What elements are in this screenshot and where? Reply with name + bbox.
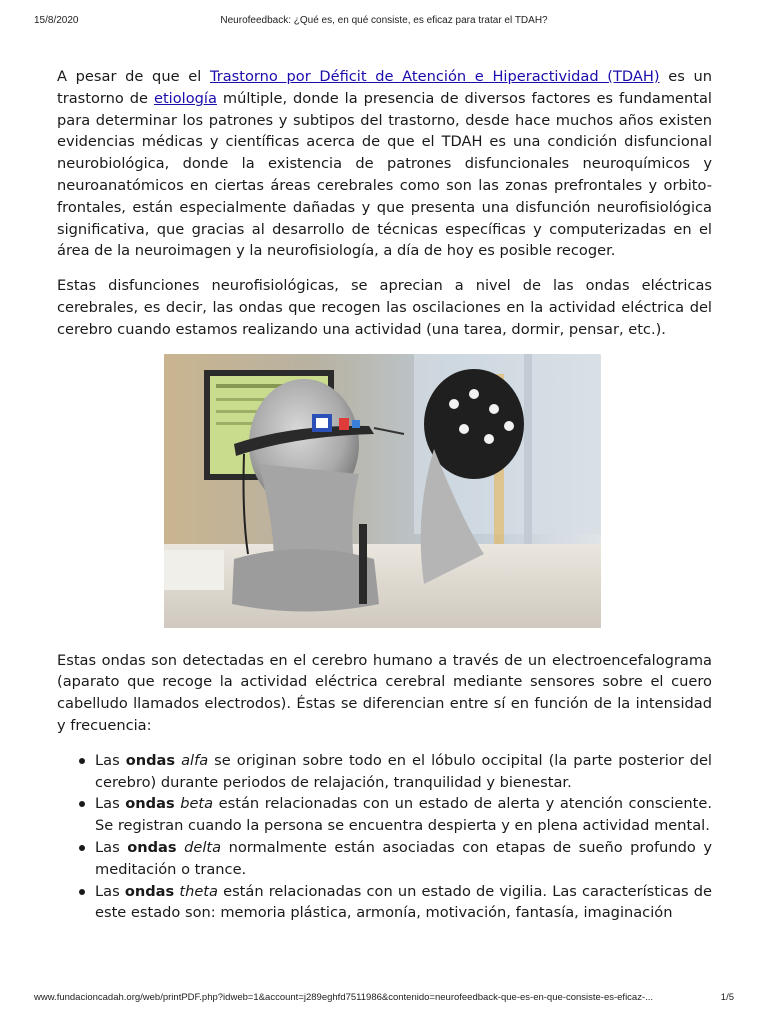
list-item-alfa: Las ondas alfa se originan sobre todo en el lóbulo occipital (la parte posterior del cerebro) durante periodos de relajación, tranquilidad y bienestar.: [95, 750, 712, 794]
paragraph-disfunciones: Estas disfunciones neurofisiológicas, se aprecian a nivel de las ondas eléctricas cerebrales, es decir, las ondas que recogen las oscilaciones en la actividad eléctrica del cerebro cuando estamos realizando una actividad (una tarea, dormir, pensar, etc.).: [57, 277, 712, 338]
link-etiologia[interactable]: etiología: [153, 89, 217, 107]
eeg-mannequin-photo: [164, 354, 601, 628]
page-title: Neurofeedback: ¿Qué es, en qué consiste, es eficaz para tratar el TDAH?: [220, 15, 548, 26]
list-item-theta: Las ondas theta están relacionadas con un estado de vigilia. Las características de este estado son: memoria plástica, armonía, motivación, fantasía, imaginación: [95, 881, 712, 925]
list-item-beta: Las ondas beta están relacionadas con un estado de alerta y atención consciente. Se registran cuando la persona se encuentra despierta y en plena actividad mental.: [95, 793, 712, 837]
list-item-delta: Las ondas delta normalmente están asociadas con etapas de sueño profundo y meditación o trance.: [95, 837, 712, 881]
wave-list: [57, 750, 712, 924]
page-number: 1/5: [720, 992, 734, 1003]
print-date: 15/8/2020: [34, 15, 79, 26]
paragraph-intro: A pesar de que el Trastorno por Déficit de Atención e Hiperactividad (TDAH) es un trastorno de etiología múltiple, donde la presencia de diversos factores es fundamental para determinar los patrones y subtipos del trastorno, desde hace muchos años existen evidencias médicas y científicas acerca de que el TDAH es una condición disfuncional neurobiológica, donde la existencia de patrones disfuncionales neuroquímicos y neuroanatómicos en ciertas áreas cerebrales como son las zonas prefrontales y orbito-frontales, están especialmente dañadas y que presenta una disfunción neurofisiológica significativa, que gracias al desarrollo de técnicas específicas y computerizadas en el área de la neuroimagen y la neurofisiología, a día de hoy es posible recoger.: [57, 68, 713, 260]
page-footer: [0, 992, 768, 1006]
paragraph-ondas: Estas ondas son detectadas en el cerebro humano a través de un electroencefalograma (aparato que recoge la actividad eléctrica cerebral mediante sensores sobre el cuero cabelludo llamados electrodos). Éstas se diferencian entre sí en función de la intensidad y frecuencia:: [57, 651, 712, 734]
article-body: [57, 66, 712, 924]
link-tdah[interactable]: Trastorno por Déficit de Atención e Hiperactividad (TDAH): [209, 68, 660, 85]
page-header: [0, 15, 768, 29]
source-url: www.fundacioncadah.org/web/printPDF.php?idweb=1&account=j289eghfd7511986&contenido=neurofeedback-que-es-en-que-consiste-es-eficaz-...: [34, 992, 654, 1003]
